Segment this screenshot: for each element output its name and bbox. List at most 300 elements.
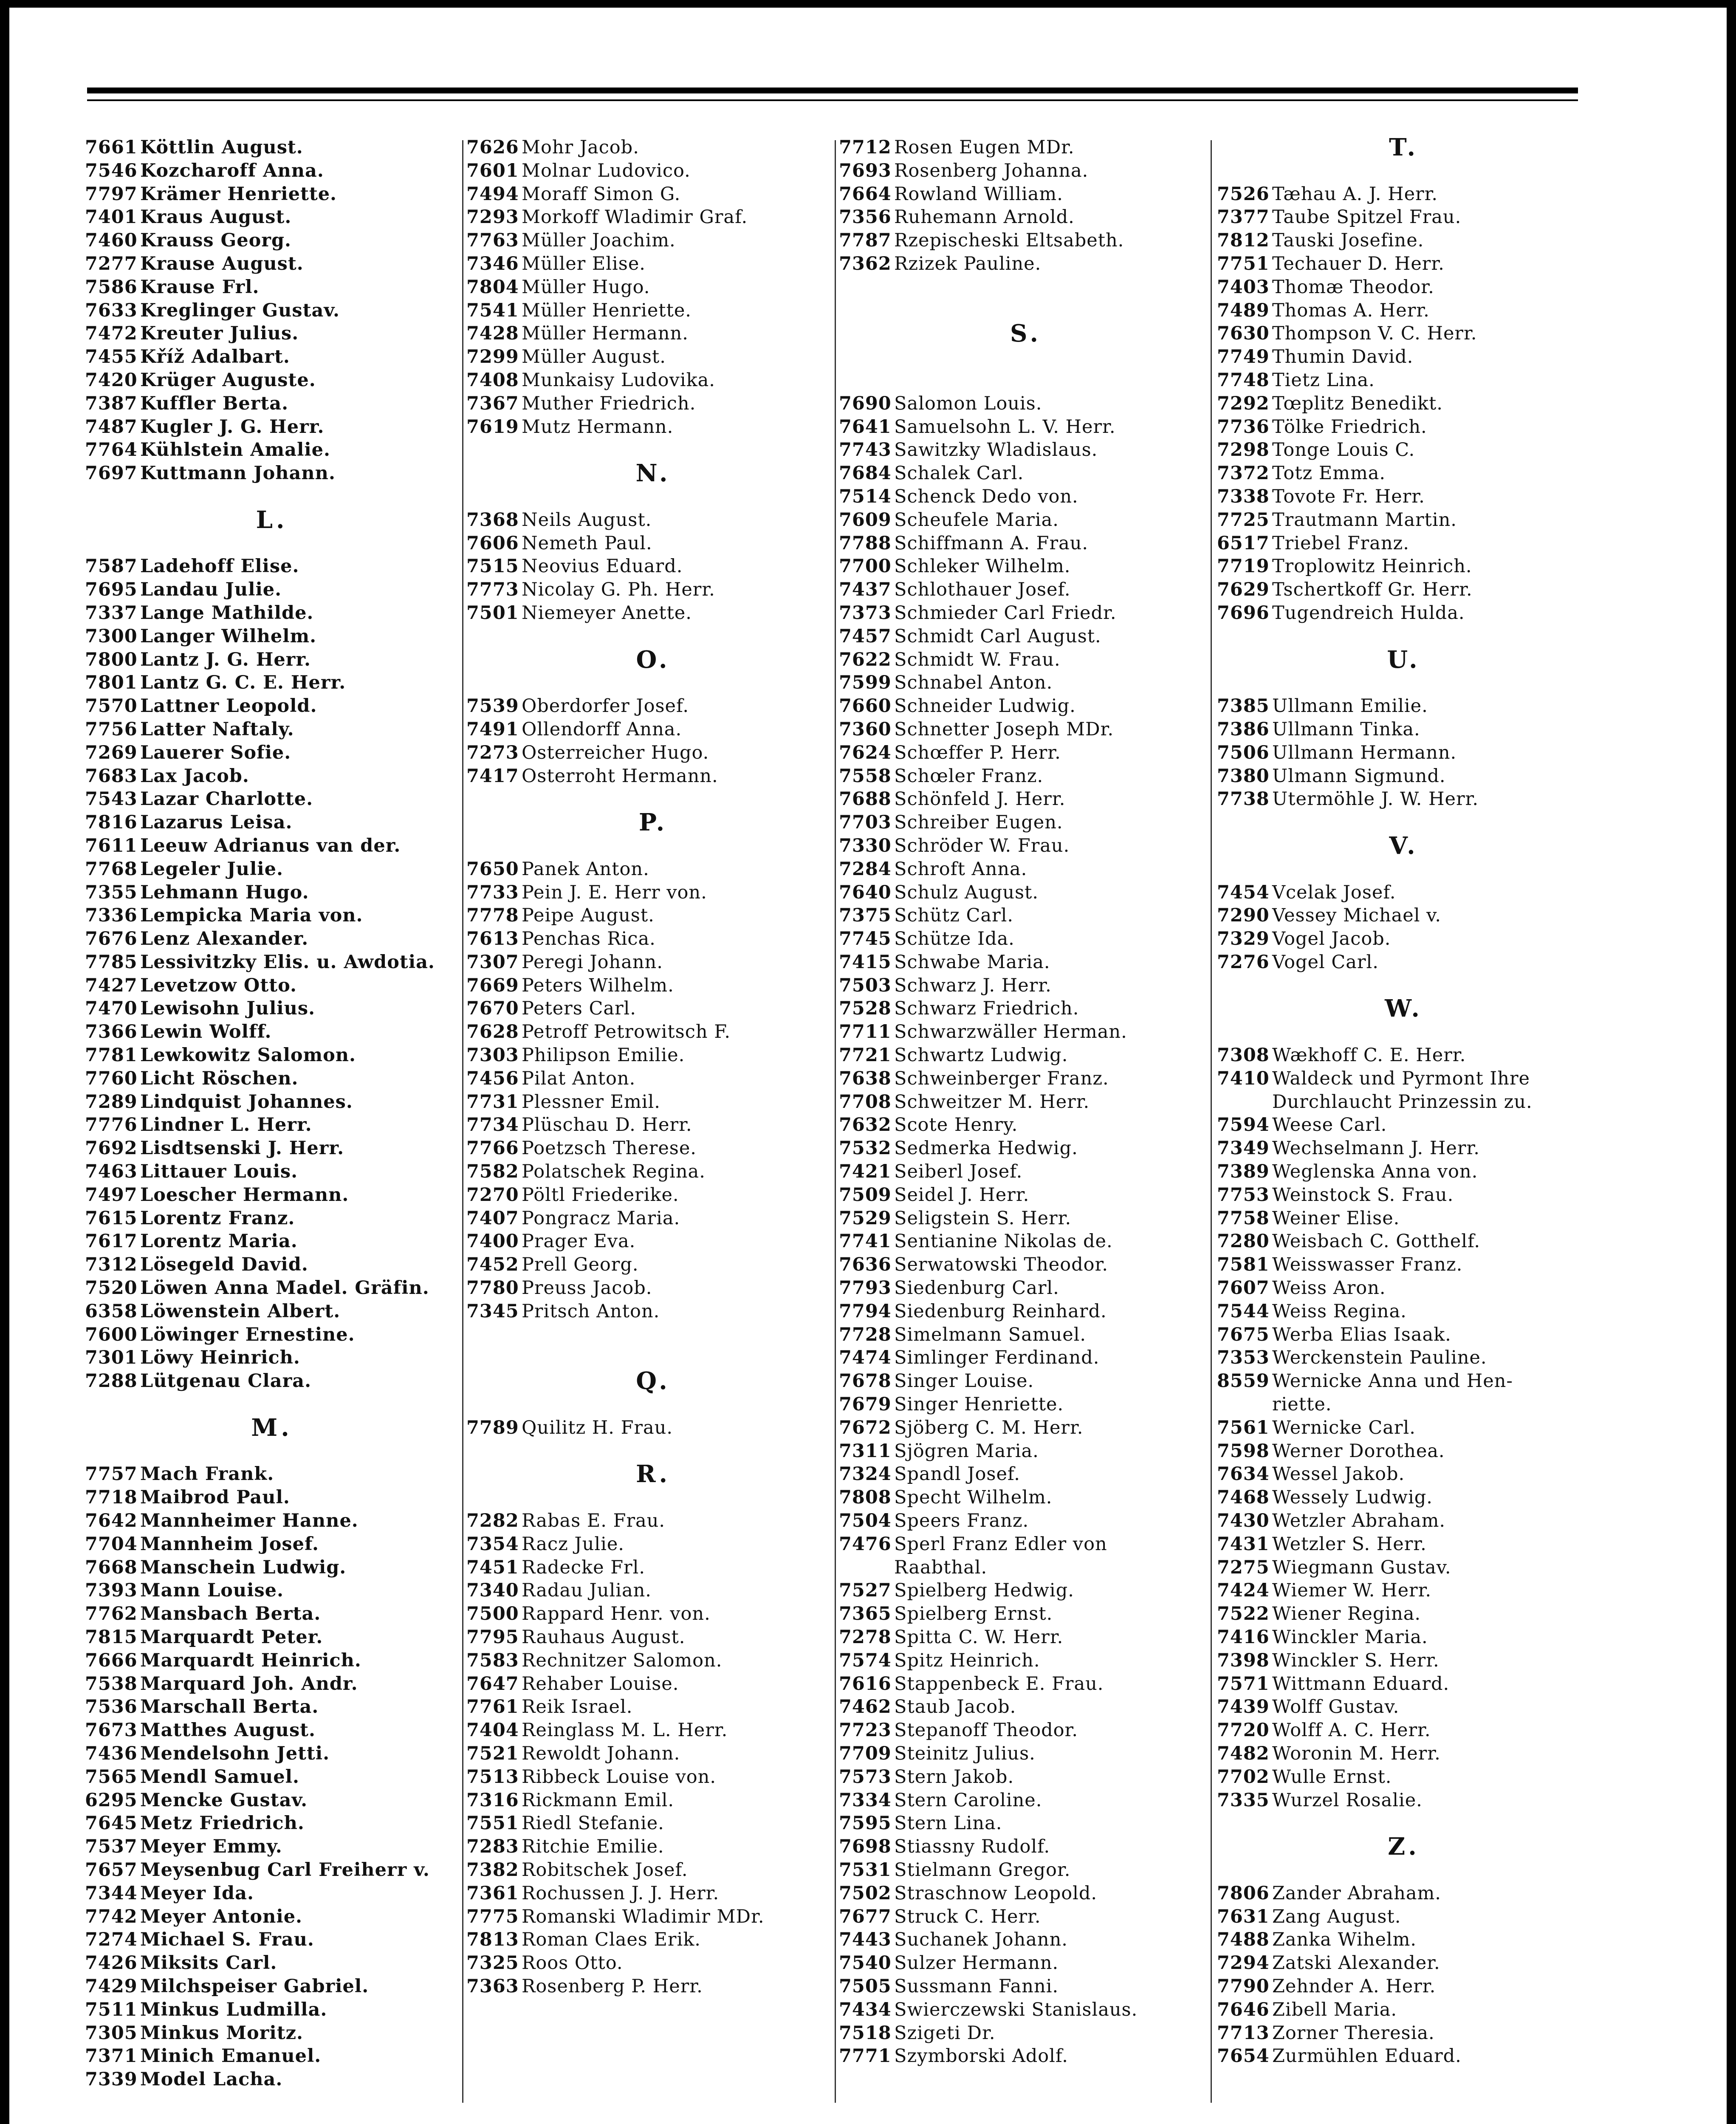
- entry-name: Rochussen J. J. Herr.: [522, 1882, 720, 1904]
- entry-name: Manschein Ludwig.: [140, 1556, 347, 1578]
- entry-name: Schröder W. Frau.: [894, 835, 1070, 856]
- list-item: [1217, 695, 1591, 718]
- list-item: [466, 1277, 840, 1300]
- entry-number: 7539: [466, 695, 519, 717]
- entry-number: 7546: [85, 160, 138, 181]
- list-item: [466, 206, 840, 229]
- list-item: [1217, 1440, 1591, 1463]
- entry-name: Zehnder A. Herr.: [1272, 1975, 1436, 1997]
- list-item: [839, 229, 1213, 252]
- entry-name: Scote Henry.: [894, 1114, 1018, 1136]
- entry-number: 7393: [85, 1580, 138, 1601]
- entry-name: Simelmann Samuel.: [894, 1324, 1087, 1345]
- entry-number: 7275: [1217, 1556, 1270, 1578]
- list-item: [85, 811, 459, 834]
- list-item: [1217, 1952, 1591, 1975]
- entry-number: 7600: [85, 1324, 138, 1345]
- list-item: [1217, 1882, 1591, 1905]
- entry-number: 7734: [466, 1114, 519, 1136]
- entry-number: 7761: [466, 1696, 519, 1718]
- entry-number: 7673: [85, 1720, 138, 1741]
- entry-name: Krämer Henriette.: [140, 183, 337, 205]
- entry-name: Tölke Friedrich.: [1272, 416, 1427, 438]
- list-item: [839, 2022, 1213, 2045]
- entry-name: Kreglinger Gustav.: [140, 299, 340, 321]
- entry-name: Molnar Ludovico.: [522, 160, 691, 181]
- entry-number: 7537: [85, 1836, 138, 1858]
- entry-number: 7558: [839, 765, 892, 787]
- entry-number: 7470: [85, 998, 138, 1020]
- list-item: [839, 834, 1213, 858]
- entry-number: 7387: [85, 393, 138, 414]
- list-item: [839, 881, 1213, 904]
- entry-name: Littauer Louis.: [140, 1161, 298, 1183]
- entry-name: Petroff Petrowitsch F.: [522, 1021, 731, 1043]
- spacer: [466, 625, 840, 648]
- entry-name: Kozcharoff Anna.: [140, 160, 324, 181]
- list-item: [85, 1090, 459, 1114]
- entry-number: 7538: [85, 1673, 138, 1695]
- entry-name: Sjöberg C. M. Herr.: [894, 1417, 1084, 1438]
- entry-number: 7278: [839, 1627, 892, 1648]
- entry-number: 6517: [1217, 532, 1270, 554]
- list-item: [1217, 1160, 1591, 1183]
- entry-name: Lantz G. C. E. Herr.: [140, 672, 346, 694]
- entry-number: 7528: [839, 998, 892, 1020]
- list-item: [466, 392, 840, 415]
- entry-name: Werner Dorothea.: [1272, 1440, 1445, 1462]
- entry-name: Seidel J. Herr.: [894, 1184, 1030, 1206]
- list-item: [1217, 1556, 1591, 1579]
- list-item: [839, 1160, 1213, 1183]
- list-item: [839, 788, 1213, 811]
- list-item: [85, 206, 459, 229]
- list-item: [85, 1975, 459, 1998]
- entry-name: Kreuter Julius.: [140, 323, 299, 345]
- list-item: [85, 765, 459, 788]
- entry-number: 8559: [1217, 1370, 1270, 1392]
- entry-number: 7771: [839, 2045, 892, 2067]
- entry-name: Lehmann Hugo.: [140, 881, 309, 903]
- list-item: [1217, 532, 1591, 555]
- entry-name: Philipson Emilie.: [522, 1045, 685, 1066]
- entry-number: 7307: [466, 951, 519, 973]
- entry-number: 7634: [1217, 1463, 1270, 1485]
- entry-number: 7632: [839, 1114, 892, 1136]
- list-item: [85, 1835, 459, 1858]
- list-item: [85, 1160, 459, 1183]
- entry-number: 7501: [466, 602, 519, 624]
- entry-number: 7410: [1217, 1068, 1270, 1089]
- entry-name: Löwen Anna Madel. Gräfin.: [140, 1277, 429, 1299]
- list-item: [85, 602, 459, 625]
- entry-name: Trautmann Martin.: [1272, 509, 1457, 531]
- entry-number: 7491: [466, 718, 519, 740]
- list-item: [85, 1952, 459, 1975]
- entry-number: 7300: [85, 625, 138, 647]
- list-item: [839, 1393, 1213, 1416]
- entry-number: 7355: [85, 881, 138, 903]
- spacer: [466, 1346, 840, 1370]
- entry-number: 7324: [839, 1463, 892, 1485]
- list-item: [1217, 1695, 1591, 1719]
- list-item: [466, 1835, 840, 1858]
- entry-number: 7781: [85, 1045, 138, 1066]
- list-item: [1217, 1509, 1591, 1533]
- entry-number: 7511: [85, 1999, 138, 2020]
- list-item: [85, 1765, 459, 1789]
- entry-number: 7773: [466, 579, 519, 601]
- entry-number: 7329: [1217, 928, 1270, 950]
- list-item: [466, 974, 840, 997]
- entry-name: Wurzel Rosalie.: [1272, 1789, 1423, 1811]
- spacer: [1217, 811, 1591, 834]
- entry-name: Woronin M. Herr.: [1272, 1743, 1441, 1764]
- entry-number: 7624: [839, 742, 892, 763]
- entry-number: 7353: [1217, 1347, 1270, 1369]
- entry-name: Weisbach C. Gotthelf.: [1272, 1231, 1481, 1252]
- entry-name: Spielberg Hedwig.: [894, 1580, 1074, 1601]
- entry-number: 7454: [1217, 881, 1270, 903]
- entry-number: 7633: [85, 299, 138, 321]
- entry-number: 7719: [1217, 556, 1270, 577]
- list-item: [839, 741, 1213, 765]
- entry-name: Wolff A. C. Herr.: [1272, 1720, 1431, 1741]
- list-item: [839, 811, 1213, 834]
- list-item: [839, 648, 1213, 672]
- entry-number: 7703: [839, 812, 892, 833]
- entry-number: 7594: [1217, 1114, 1270, 1136]
- entry-name: Osterreicher Hugo.: [522, 742, 709, 763]
- entry-number: 7616: [839, 1673, 892, 1695]
- entry-name: Peters Carl.: [522, 998, 636, 1020]
- entry-name: Ullmann Hermann.: [1272, 742, 1457, 763]
- list-item: [1217, 345, 1591, 369]
- list-item: [839, 1416, 1213, 1440]
- directory-column-3: [839, 136, 1213, 2068]
- list-item: [466, 1858, 840, 1882]
- entry-name-continued: riette.: [1272, 1394, 1332, 1415]
- list-item: [1217, 508, 1591, 532]
- entry-number: 7284: [839, 858, 892, 880]
- entry-number: 7293: [466, 206, 519, 228]
- entry-name: Ritchie Emilie.: [522, 1836, 664, 1858]
- spacer: [466, 1323, 840, 1347]
- entry-name: Michael S. Frau.: [140, 1929, 314, 1951]
- entry-name: Tœplitz Benedikt.: [1272, 393, 1443, 414]
- entry-name: Vessey Michael v.: [1272, 905, 1442, 926]
- list-item: [466, 1556, 840, 1579]
- entry-name: Ulmann Sigmund.: [1272, 765, 1446, 787]
- entry-number: 7619: [466, 416, 519, 438]
- entry-name: Wittmann Eduard.: [1272, 1673, 1450, 1695]
- entry-name: Zorner Theresia.: [1272, 2022, 1435, 2044]
- entry-name: Schenck Dedo von.: [894, 486, 1078, 507]
- entry-number: 7308: [1217, 1045, 1270, 1066]
- entry-name: Weiss Aron.: [1272, 1277, 1386, 1299]
- entry-number: 7573: [839, 1766, 892, 1788]
- entry-name: Singer Henriette.: [894, 1394, 1064, 1415]
- list-item: [85, 1067, 459, 1090]
- entry-name: Mann Louise.: [140, 1580, 284, 1601]
- list-item: [1217, 1533, 1591, 1556]
- entry-name: Niemeyer Anette.: [522, 602, 692, 624]
- entry-number: 7813: [466, 1929, 519, 1951]
- entry-number: 7718: [85, 1487, 138, 1508]
- spacer: [839, 276, 1213, 299]
- entry-name: Zander Abraham.: [1272, 1882, 1441, 1904]
- section-letter-heading: L.: [256, 506, 288, 534]
- list-item: [85, 1579, 459, 1602]
- list-item: [839, 159, 1213, 183]
- list-item: [85, 1183, 459, 1207]
- list-item: [839, 1579, 1213, 1602]
- spacer: [1217, 1858, 1591, 1882]
- entry-name: Tugendreich Hulda.: [1272, 602, 1465, 624]
- entry-name: Levetzow Otto.: [140, 974, 297, 996]
- list-item: [839, 1672, 1213, 1696]
- entry-number: 7282: [466, 1510, 519, 1532]
- entry-name: Mendelsohn Jetti.: [140, 1743, 330, 1764]
- entry-number: 7551: [466, 1813, 519, 1834]
- entry-number: 7748: [1217, 369, 1270, 391]
- spacer: [1217, 974, 1591, 997]
- entry-name: Rzepischeski Eltsabeth.: [894, 230, 1124, 251]
- list-item: [85, 183, 459, 206]
- entry-number: 7292: [1217, 393, 1270, 414]
- entry-number: 7756: [85, 718, 138, 740]
- entry-number: 7503: [839, 974, 892, 996]
- entry-number: 7615: [85, 1207, 138, 1229]
- entry-name: Oberdorfer Josef.: [522, 695, 689, 717]
- entry-number: 7474: [839, 1347, 892, 1369]
- entry-number: 7429: [85, 1975, 138, 1997]
- entry-name: Lessivitzky Elis. u. Awdotia.: [140, 951, 435, 973]
- entry-number: 7457: [839, 625, 892, 647]
- list-item: [1217, 206, 1591, 229]
- entry-number: 7790: [1217, 1975, 1270, 1997]
- entry-number: 7426: [85, 1952, 138, 1974]
- entry-name: Wernicke Anna und Hen-: [1272, 1370, 1513, 1392]
- entry-name: Rauhaus August.: [522, 1627, 686, 1648]
- entry-name: Schœler Franz.: [894, 765, 1044, 787]
- entry-name: Weese Carl.: [1272, 1114, 1387, 1136]
- list-item: [466, 997, 840, 1020]
- list-item: [466, 881, 840, 904]
- entry-number: 7598: [1217, 1440, 1270, 1462]
- entry-number: 7398: [1217, 1649, 1270, 1671]
- list-item: [85, 858, 459, 881]
- entry-number: 7617: [85, 1231, 138, 1252]
- entry-name: Model Lacha.: [140, 2069, 283, 2090]
- list-item: [1217, 765, 1591, 788]
- entry-name: Radau Julian.: [522, 1580, 652, 1601]
- entry-name: Sedmerka Hedwig.: [894, 1138, 1078, 1159]
- entry-number: 7502: [839, 1882, 892, 1904]
- directory-column-4: [1217, 133, 1591, 2068]
- list-item: [466, 1253, 840, 1277]
- entry-name: Lax Jacob.: [140, 765, 249, 787]
- entry-name: Schwabe Maria.: [894, 951, 1050, 973]
- entry-number: 7762: [85, 1603, 138, 1625]
- entry-number: 7738: [1217, 788, 1270, 810]
- list-item: [839, 1183, 1213, 1207]
- entry-name: Utermöhle J. W. Herr.: [1272, 788, 1479, 810]
- entry-number: 7582: [466, 1161, 519, 1183]
- list-item: [1217, 1579, 1591, 1602]
- list-item: [466, 1230, 840, 1253]
- entry-name: Schütz Carl.: [894, 905, 1014, 926]
- list-item-continuation: [1217, 1090, 1591, 1114]
- list-item: [85, 1137, 459, 1160]
- entry-name: Schreiber Eugen.: [894, 812, 1063, 833]
- list-item: [1217, 927, 1591, 951]
- entry-name: Polatschek Regina.: [522, 1161, 706, 1183]
- entry-name: Serwatowski Theodor.: [894, 1254, 1109, 1276]
- entry-name: Spitta C. W. Herr.: [894, 1627, 1064, 1648]
- entry-name: Reinglass M. L. Herr.: [522, 1720, 728, 1741]
- entry-name: Waldeck und Pyrmont Ihre: [1272, 1068, 1530, 1089]
- list-item: [466, 1672, 840, 1696]
- list-item: [85, 695, 459, 718]
- list-item: [839, 1230, 1213, 1253]
- list-item: [85, 462, 459, 485]
- list-item: [839, 1113, 1213, 1137]
- list-item: [839, 904, 1213, 927]
- entry-number: 7745: [839, 928, 892, 950]
- entry-name: Prell Georg.: [522, 1254, 639, 1276]
- entry-number: 7316: [466, 1789, 519, 1811]
- list-item: [466, 299, 840, 322]
- header-rule-thick: [87, 88, 1578, 93]
- entry-number: 7436: [85, 1743, 138, 1764]
- entry-number: 7696: [1217, 602, 1270, 624]
- entry-number: 7544: [1217, 1300, 1270, 1322]
- entry-number: 7280: [1217, 1231, 1270, 1252]
- entry-number: 7780: [466, 1277, 519, 1299]
- list-item: [839, 1346, 1213, 1370]
- list-item: [85, 276, 459, 299]
- list-item: [1217, 1765, 1591, 1789]
- entry-number: 7521: [466, 1743, 519, 1764]
- entry-name: Lenz Alexander.: [140, 928, 309, 950]
- list-item: [466, 951, 840, 974]
- list-item: [85, 1998, 459, 2022]
- entry-name: Vogel Carl.: [1272, 951, 1379, 973]
- entry-number: 7366: [85, 1021, 138, 1043]
- list-item: [85, 252, 459, 276]
- entry-name: Wiemer W. Herr.: [1272, 1580, 1432, 1601]
- entry-number: 7489: [1217, 299, 1270, 321]
- list-item: [466, 765, 840, 788]
- entry-name: Moraff Simon G.: [522, 183, 681, 205]
- entry-name: Legeler Julie.: [140, 858, 283, 880]
- entry-name: Winckler S. Herr.: [1272, 1649, 1440, 1671]
- entry-number: 6358: [85, 1300, 138, 1322]
- spacer: [466, 1393, 840, 1416]
- entry-number: 7638: [839, 1068, 892, 1089]
- entry-name: Spielberg Ernst.: [894, 1603, 1053, 1625]
- list-item: [85, 229, 459, 252]
- entry-name: Schweitzer M. Herr.: [894, 1091, 1090, 1113]
- entry-name: Salomon Louis.: [894, 393, 1042, 414]
- entry-name: Schroft Anna.: [894, 858, 1027, 880]
- list-item: [85, 1486, 459, 1509]
- entry-name: Lazarus Leisa.: [140, 812, 293, 833]
- entry-number: 7778: [466, 905, 519, 926]
- list-item: [466, 1695, 840, 1719]
- list-item: [85, 1649, 459, 1672]
- list-item: [1217, 1463, 1591, 1486]
- entry-number: 7650: [466, 858, 519, 880]
- entry-name: Romanski Wladimir MDr.: [522, 1906, 765, 1927]
- entry-name: Ollendorff Anna.: [522, 718, 682, 740]
- list-item: [839, 1044, 1213, 1067]
- section-letter-heading: N.: [635, 459, 671, 488]
- entry-name: Licht Röschen.: [140, 1068, 299, 1089]
- entry-name: Racz Julie.: [522, 1533, 624, 1555]
- entry-number: 7804: [466, 276, 519, 298]
- entry-name: Spitz Heinrich.: [894, 1649, 1040, 1671]
- entry-number: 7721: [839, 1045, 892, 1066]
- list-item: [85, 1300, 459, 1323]
- list-item: [85, 299, 459, 322]
- list-item: [839, 1928, 1213, 1952]
- entry-number: 7641: [839, 416, 892, 438]
- list-item: [839, 438, 1213, 462]
- entry-name: Schleker Wilhelm.: [894, 556, 1071, 577]
- spacer: [466, 1440, 840, 1463]
- list-item: [85, 951, 459, 974]
- entry-name: Schmidt Carl August.: [894, 625, 1101, 647]
- entry-name: Schönfeld J. Herr.: [894, 788, 1066, 810]
- entry-number: 7288: [85, 1370, 138, 1392]
- entry-name: Thompson V. C. Herr.: [1272, 323, 1477, 345]
- list-item: [85, 718, 459, 741]
- entry-name: Wiener Regina.: [1272, 1603, 1421, 1625]
- entry-number: 7815: [85, 1627, 138, 1648]
- list-item: [466, 229, 840, 252]
- entry-number: 7472: [85, 323, 138, 345]
- entry-name: Rzizek Pauline.: [894, 253, 1042, 274]
- entry-name: Speers Franz.: [894, 1510, 1029, 1532]
- entry-name: Tschertkoff Gr. Herr.: [1272, 579, 1473, 601]
- list-item: [466, 927, 840, 951]
- entry-number: 7725: [1217, 509, 1270, 531]
- entry-name-continued: Durchlaucht Prinzessin zu.: [1272, 1091, 1533, 1113]
- entry-name: Wetzler Abraham.: [1272, 1510, 1446, 1532]
- entry-number: 7670: [466, 998, 519, 1020]
- entry-number: 7626: [466, 137, 519, 158]
- entry-name: Poetzsch Therese.: [522, 1138, 697, 1159]
- entry-name: Thomæ Theodor.: [1272, 276, 1434, 298]
- entry-name: Werckenstein Pauline.: [1272, 1347, 1487, 1369]
- entry-name: Schwarzwäller Herman.: [894, 1021, 1127, 1043]
- entry-name: Werba Elias Isaak.: [1272, 1324, 1451, 1345]
- list-item: [85, 671, 459, 695]
- entry-name: Schalek Carl.: [894, 463, 1024, 484]
- entry-number: 7776: [85, 1114, 138, 1136]
- list-item: [466, 322, 840, 345]
- entry-name: Panek Anton.: [522, 858, 649, 880]
- entry-number: 7456: [466, 1068, 519, 1089]
- list-item: [839, 1207, 1213, 1230]
- list-item: [839, 2045, 1213, 2068]
- entry-name: Weisswasser Franz.: [1272, 1254, 1463, 1276]
- list-item: [1217, 1207, 1591, 1230]
- entry-name: Rosenberg Johanna.: [894, 160, 1089, 181]
- spacer: [1217, 625, 1591, 648]
